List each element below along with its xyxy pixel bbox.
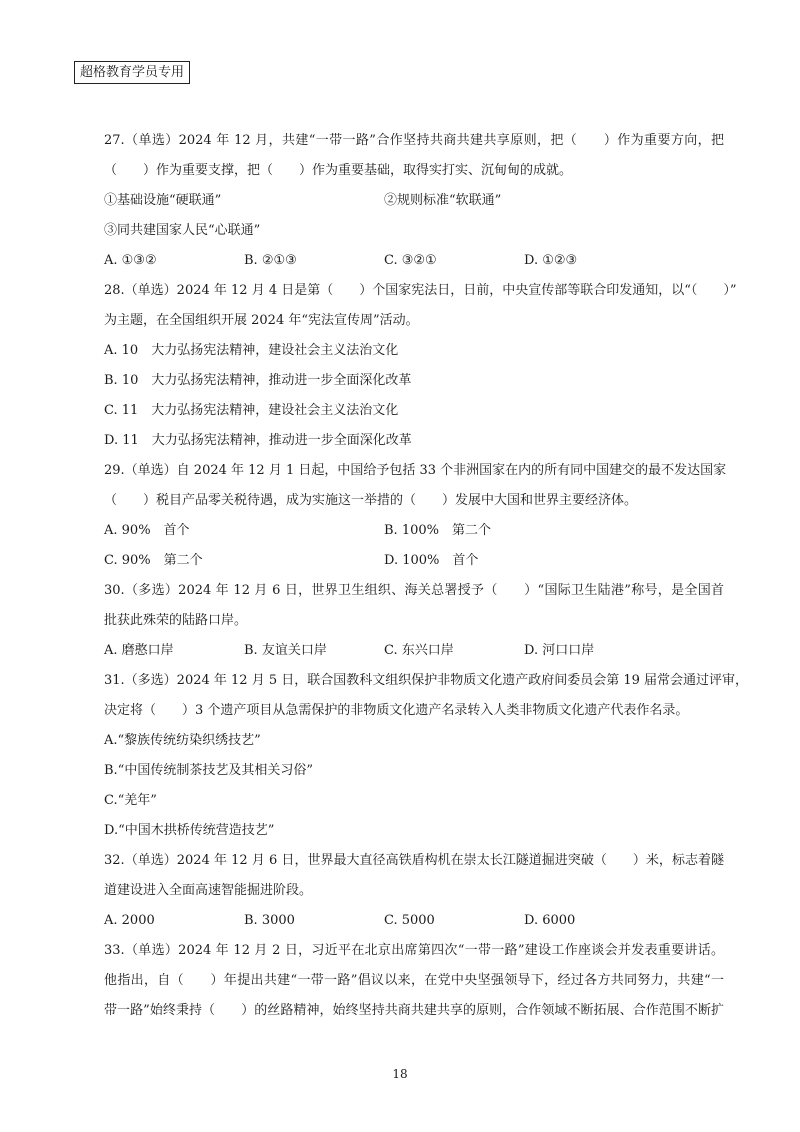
option-d: D.“中国木拱桥传统营造技艺” [104,823,275,838]
question-stem-line: 32.（单选）2024 年 12 月 6 日，世界最大直径高铁盾构机在崇太长江隧道掘进突破（ ）米，标志着隧 [104,853,724,868]
option-d: D. ①②③ [524,253,578,268]
question-stem-line: 27.（单选）2024 年 12 月，共建“一带一路”合作坚持共商共建共享原则，把（ ）作为重要方向，把 [104,133,724,148]
option-d: D. 6000 [524,913,576,928]
option-a: A.“黎族传统纺染织绣技艺” [104,733,261,748]
option-b: B. ②①③ [244,253,297,268]
question-stem-line: 决定将（ ）3 个遗产项目从急需保护的非物质文化遗产名录转入人类非物质文化遗产代表作名录。 [104,703,689,718]
statement-item: ①基础设施“硬联通” [104,193,222,208]
question-stem-line: 道建设进入全面高速智能掘进阶段。 [104,883,313,898]
option-a: A. 2000 [104,913,155,928]
question-stem-line: 带一路”始终秉持（ ）的丝路精神，始终坚持共商共建共享的原则，合作领域不断拓展、合作范围不断扩 [104,1003,724,1018]
question-stem-line: 为主题，在全国组织开展 2024 年“宪法宣传周”活动。 [104,313,419,328]
question-stem-line: （ ）作为重要支撑，把（ ）作为重要基础，取得实打实、沉甸甸的成就。 [104,163,573,178]
question-stem-line: （ ）税目产品零关税待遇，成为实施这一举措的（ ）发展中大国和世界主要经济体。 [104,493,638,508]
option-b: B.“中国传统制茶技艺及其相关习俗” [104,763,313,778]
option-d: D. 河口口岸 [524,643,595,658]
question-33 [104,936,724,1026]
option-d: D. 11 大力弘扬宪法精神，推动进一步全面深化改革 [104,433,412,448]
statement-item: ②规则标准“软联通” [384,193,502,208]
option-d: D. 100% 首个 [384,553,479,568]
option-b: B. 3000 [244,913,295,928]
question-27 [104,126,724,276]
question-30 [104,576,724,666]
option-a: A. 磨憨口岸 [104,643,174,658]
question-stem-line: 批获此殊荣的陆路口岸。 [104,613,248,628]
option-a: A. 90% 首个 [104,523,190,538]
option-c: C.“羌年” [104,793,157,808]
option-a: A. 10 大力弘扬宪法精神，建设社会主义法治文化 [104,343,399,358]
question-stem-line: 33.（单选）2024 年 12 月 2 日，习近平在北京出席第四次“一带一路”建设工作座谈会并发表重要讲话。 [104,943,724,958]
question-stem-line: 29.（单选）自 2024 年 12 月 1 日起，中国给予包括 33 个非洲国家在内的所有同中国建交的最不发达国家 [104,463,727,478]
option-c: C. 90% 第二个 [104,553,203,568]
option-c: C. 东兴口岸 [384,643,454,658]
question-stem-line: 31.（多选）2024 年 12 月 5 日，联合国教科文组织保护非物质文化遗产政府间委员会第 19 届常会通过评审， [104,673,749,688]
page-number: 18 [392,1067,408,1081]
option-c: C. 11 大力弘扬宪法精神，建设社会主义法治文化 [104,403,399,418]
question-stem-line: 30.（多选）2024 年 12 月 6 日，世界卫生组织、海关总署授予（ ）“国际卫生陆港”称号，是全国首 [104,583,724,598]
question-29 [104,456,727,576]
option-b: B. 友谊关口岸 [244,643,327,658]
header-label: 超格教育学员专用 [74,61,190,84]
question-28 [104,276,737,456]
question-31 [104,666,749,846]
question-32 [104,846,724,936]
question-list [104,126,749,1026]
option-b: B. 100% 第二个 [384,523,491,538]
question-stem-line: 28.（单选）2024 年 12 月 4 日是第（ ）个国家宪法日，日前，中央宣传部等联合印发通知，以“（ ）” [104,283,737,298]
option-a: A. ①③② [104,253,157,268]
option-c: C. ③②① [384,253,437,268]
option-c: C. 5000 [384,913,435,928]
question-stem-line: 他指出，自（ ）年提出共建“一带一路”倡议以来，在党中央坚强领导下，经过各方共同努力，共建“一 [104,973,724,988]
option-b: B. 10 大力弘扬宪法精神，推动进一步全面深化改革 [104,373,412,388]
statement-item: ③同共建国家人民“心联通” [104,223,261,238]
